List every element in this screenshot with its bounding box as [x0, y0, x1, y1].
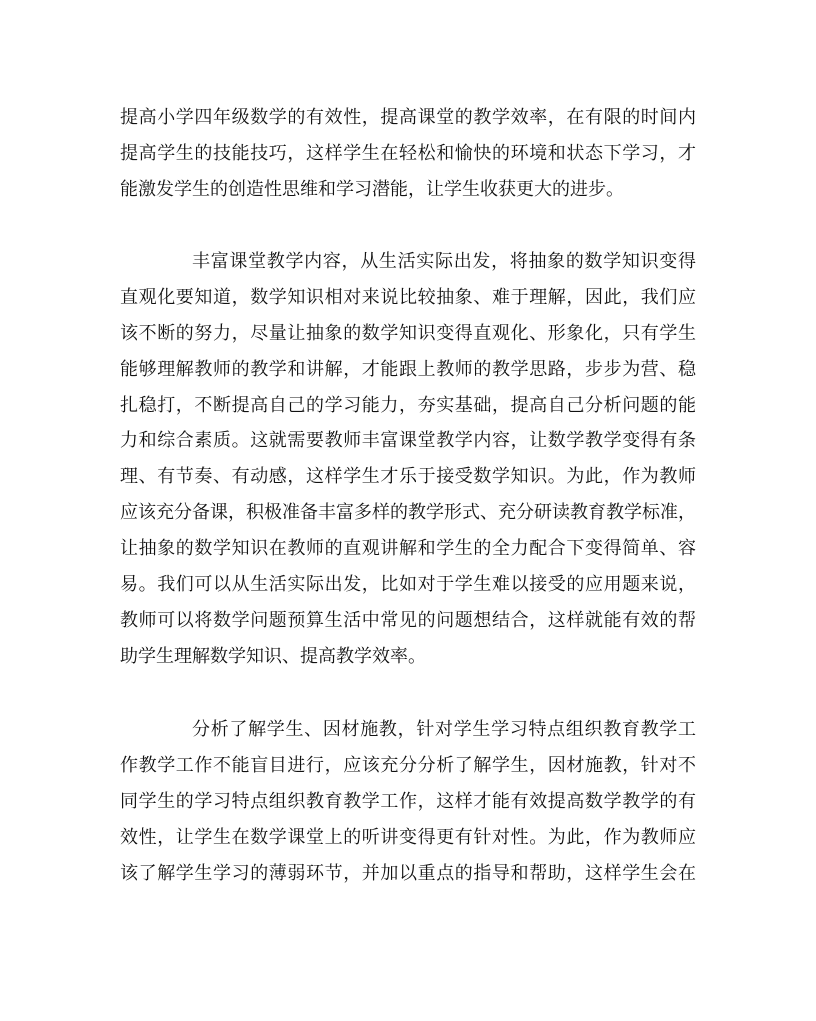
paragraph-line: 让抽象的数学知识在教师的直观讲解和学生的全力配合下变得简单、容 [120, 538, 696, 560]
paragraph-line: 效性，让学生在数学课堂上的听讲变得更有针对性。为此，作为教师应 [120, 826, 696, 848]
paragraph-3 [120, 712, 696, 891]
paragraph-line: 能够理解教师的教学和讲解，才能跟上教师的教学思路，步步为营、稳 [120, 358, 696, 380]
paragraph-line: 易。我们可以从生活实际出发，比如对于学生难以接受的应用题来说， [120, 574, 696, 596]
paragraph-line: 能激发学生的创造性思维和学习潜能，让学生收获更大的进步。 [120, 178, 624, 200]
paragraph-line: 教师可以将数学问题预算生活中常见的问题想结合，这样就能有效的帮 [120, 609, 696, 631]
paragraph-2 [120, 244, 696, 675]
paragraph-line: 提高小学四年级数学的有效性，提高课堂的教学效率，在有限的时间内 [120, 107, 696, 128]
paragraph-line: 直观化要知道，数学知识相对来说比较抽象、难于理解，因此，我们应 [120, 286, 696, 308]
paragraph-line: 作教学工作不能盲目进行，应该充分分析了解学生，因材施教，针对不 [120, 754, 696, 776]
paragraph-line: 理、有节奏、有动感，这样学生才乐于接受数学知识。为此，作为教师 [120, 466, 696, 488]
paragraph-line: 该不断的努力，尽量让抽象的数学知识变得直观化、形象化，只有学生 [120, 322, 696, 344]
paragraph-line: 应该充分备课，积极准备丰富多样的教学形式、充分研读教育教学标准， [120, 502, 696, 524]
paragraph-1 [120, 100, 696, 208]
paragraph-line: 分析了解学生、因材施教，针对学生学习特点组织教育教学工 [192, 719, 696, 740]
paragraph-line: 扎稳打，不断提高自己的学习能力，夯实基础，提高自己分析问题的能 [120, 394, 696, 416]
paragraph-line: 同学生的学习特点组织教育教学工作，这样才能有效提高数学教学的有 [120, 790, 696, 812]
paragraph-line: 力和综合素质。这就需要教师丰富课堂教学内容，让数学教学变得有条 [120, 430, 696, 452]
paragraph-line: 提高学生的技能技巧，这样学生在轻松和愉快的环境和状态下学习，才 [120, 142, 696, 164]
paragraph-line: 助学生理解数学知识、提高教学效率。 [120, 645, 426, 667]
paragraph-line: 丰富课堂教学内容，从生活实际出发，将抽象的数学知识变得 [192, 251, 696, 272]
paragraph-line: 该了解学生学习的薄弱环节，并加以重点的指导和帮助，这样学生会在 [120, 862, 696, 884]
